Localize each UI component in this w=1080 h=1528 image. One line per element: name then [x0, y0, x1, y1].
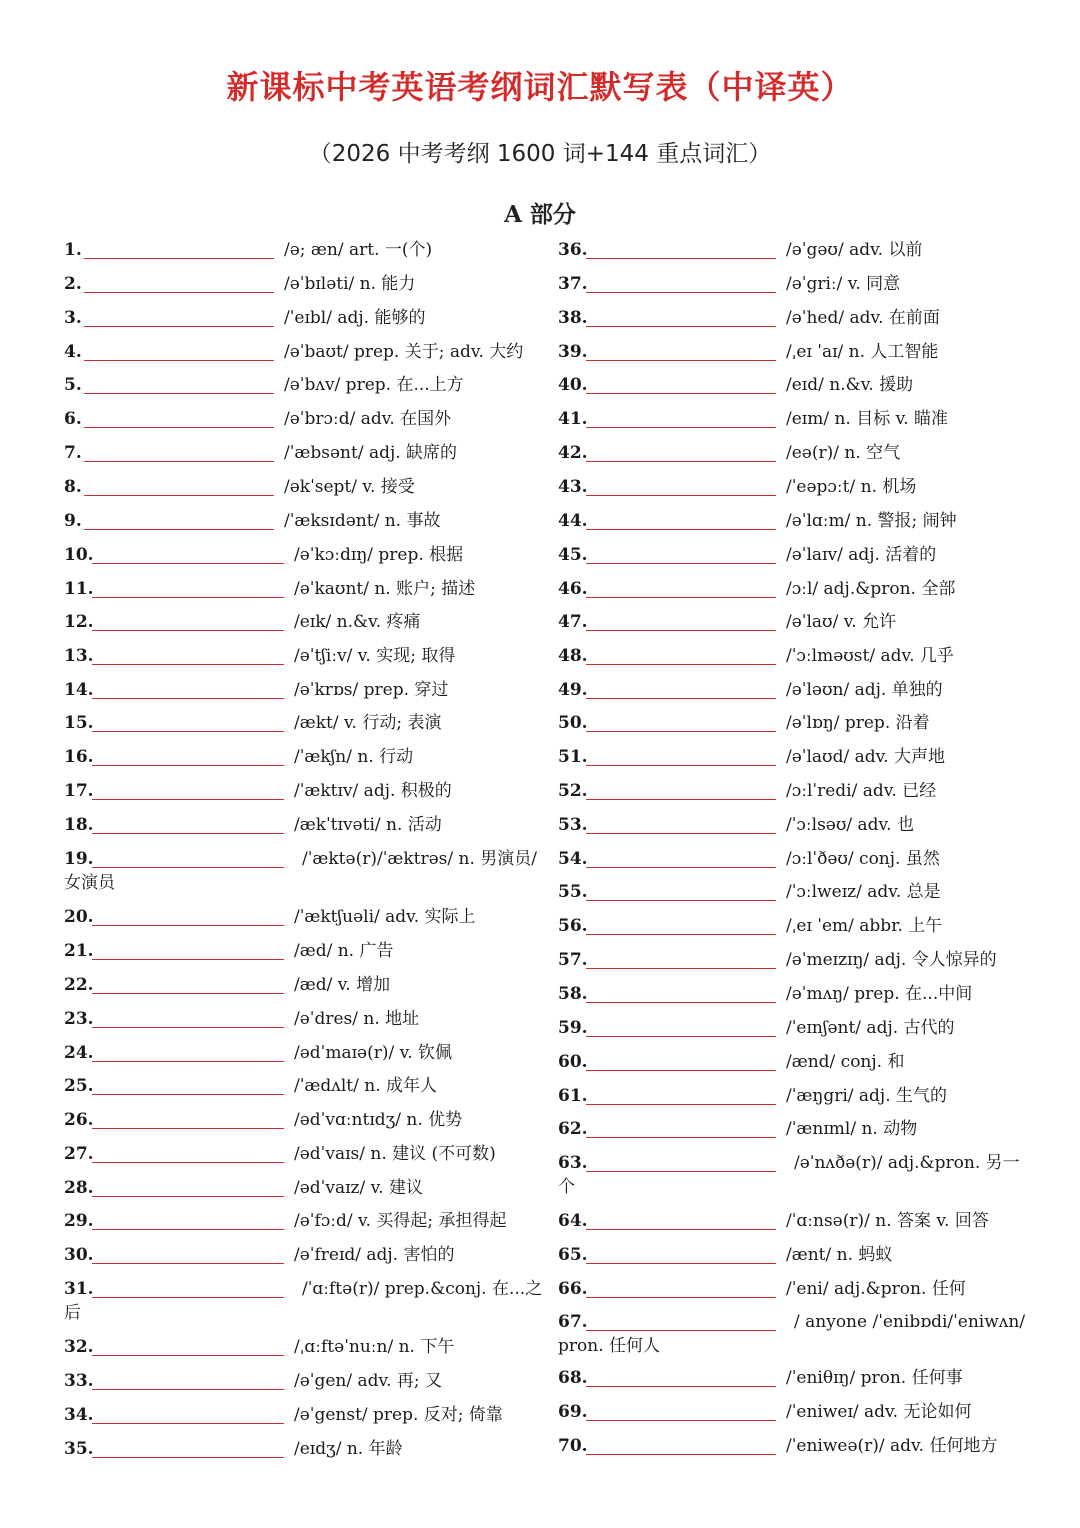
entry-number: 48. — [558, 646, 588, 666]
entry-number: 39. — [558, 342, 588, 362]
word-definition: /ækt/ v. 行动; 表演 — [294, 713, 442, 733]
word-definition: /əˈfreɪd/ adj. 害怕的 — [294, 1245, 455, 1265]
entry-number: 64. — [558, 1211, 588, 1231]
entry-number: 69. — [558, 1402, 588, 1422]
entry-number: 42. — [558, 443, 588, 463]
answer-blank[interactable] — [586, 1137, 776, 1138]
word-definition: /eɪd/ n.&v. 援助 — [786, 375, 914, 395]
word-definition: /əˈmʌŋ/ prep. 在...中间 — [786, 984, 973, 1004]
word-definition: /ækˈtɪvəti/ n. 活动 — [294, 815, 442, 835]
word-definition: /æd/ v. 增加 — [294, 975, 391, 995]
answer-blank[interactable] — [586, 664, 776, 665]
word-definition: /əˈbʌv/ prep. 在...上方 — [284, 375, 464, 395]
word-definition: /ˈɔːlsəʊ/ adv. 也 — [786, 815, 914, 835]
entry-number: 46. — [558, 579, 588, 599]
entry-number: 2. — [64, 274, 82, 294]
answer-blank[interactable] — [92, 1196, 284, 1197]
answer-blank[interactable] — [84, 529, 274, 530]
answer-blank[interactable] — [586, 495, 776, 496]
answer-blank[interactable] — [586, 1036, 776, 1037]
entry-number: 30. — [64, 1245, 94, 1265]
entry-number: 28. — [64, 1178, 94, 1198]
answer-blank[interactable] — [586, 867, 776, 868]
word-definition: /ˈɑːnsə(r)/ n. 答案 v. 回答 — [786, 1211, 989, 1231]
answer-blank[interactable] — [586, 833, 776, 834]
word-definition-continued: pron. 任何人 — [558, 1336, 660, 1356]
entry-number: 43. — [558, 477, 588, 497]
entry-number: 70. — [558, 1436, 588, 1456]
entry-number: 41. — [558, 409, 588, 429]
word-definition: /əˈkaʊnt/ n. 账户; 描述 — [294, 579, 476, 599]
answer-blank[interactable] — [586, 1171, 776, 1172]
answer-blank[interactable] — [586, 292, 776, 293]
word-definition: /ɔːlˈredi/ adv. 已经 — [786, 781, 937, 801]
entry-number: 23. — [64, 1009, 94, 1029]
entry-number: 35. — [64, 1439, 94, 1459]
answer-blank[interactable] — [92, 867, 284, 868]
answer-blank[interactable] — [92, 765, 284, 766]
word-definition: /əˈkrɒs/ prep. 穿过 — [294, 680, 449, 700]
answer-blank[interactable] — [586, 900, 776, 901]
answer-blank[interactable] — [92, 1297, 284, 1298]
entry-number: 63. — [558, 1153, 588, 1173]
answer-blank[interactable] — [586, 1330, 776, 1331]
answer-blank[interactable] — [92, 1229, 284, 1230]
word-definition: /ˌɑːftəˈnuːn/ n. 下午 — [294, 1337, 455, 1357]
word-definition: /ˈækʃn/ n. 行动 — [294, 747, 414, 767]
word-definition: /əˈlaʊ/ v. 允许 — [786, 612, 897, 632]
answer-blank[interactable] — [586, 258, 776, 259]
word-definition: /ˈeniweə(r)/ adv. 任何地方 — [786, 1436, 998, 1456]
word-definition: /əˈbaʊt/ prep. 关于; adv. 大约 — [284, 342, 524, 362]
answer-blank[interactable] — [586, 968, 776, 969]
entry-number: 5. — [64, 375, 82, 395]
entry-number: 47. — [558, 612, 588, 632]
word-definition-continued: 个 — [558, 1177, 575, 1197]
word-definition: /əˈdres/ n. 地址 — [294, 1009, 420, 1029]
entry-number: 52. — [558, 781, 588, 801]
word-definition: /ˈeɪnʃənt/ adj. 古代的 — [786, 1018, 955, 1038]
entry-number: 45. — [558, 545, 588, 565]
word-definition: /ˈæbsənt/ adj. 缺席的 — [284, 443, 458, 463]
answer-blank[interactable] — [586, 1386, 776, 1387]
answer-blank[interactable] — [586, 934, 776, 935]
answer-blank[interactable] — [92, 1355, 284, 1356]
word-definition: /ədˈvaɪs/ n. 建议 (不可数) — [294, 1144, 496, 1164]
word-definition: /ˌeɪ ˈaɪ/ n. 人工智能 — [786, 342, 939, 362]
word-definition: /ˈænɪml/ n. 动物 — [786, 1119, 918, 1139]
entry-number: 34. — [64, 1405, 94, 1425]
answer-blank[interactable] — [586, 1070, 776, 1071]
word-definition: /ˈɑːftə(r)/ prep.&conj. 在...之 — [302, 1279, 543, 1299]
answer-blank[interactable] — [84, 461, 274, 462]
answer-blank[interactable] — [92, 630, 284, 631]
word-definition: /əˈgəʊ/ adv. 以前 — [786, 240, 923, 260]
word-definition: /əˈgen/ adv. 再; 又 — [294, 1371, 443, 1391]
entry-number: 14. — [64, 680, 94, 700]
word-definition: /æd/ n. 广告 — [294, 941, 394, 961]
word-definition: /ɔːlˈðəʊ/ conj. 虽然 — [786, 849, 940, 869]
entry-number: 9. — [64, 511, 82, 531]
entry-number: 51. — [558, 747, 588, 767]
answer-blank[interactable] — [92, 597, 284, 598]
answer-blank[interactable] — [92, 563, 284, 564]
answer-blank[interactable] — [84, 258, 274, 259]
answer-blank[interactable] — [586, 529, 776, 530]
entry-number: 32. — [64, 1337, 94, 1357]
entry-number: 54. — [558, 849, 588, 869]
word-definition: /əˈləʊn/ adj. 单独的 — [786, 680, 943, 700]
word-definition: /əˈkɔːdɪŋ/ prep. 根据 — [294, 545, 464, 565]
answer-blank[interactable] — [586, 1263, 776, 1264]
word-definition: /ˈæktɪv/ adj. 积极的 — [294, 781, 452, 801]
word-definition: /əˈhed/ adv. 在前面 — [786, 308, 940, 328]
answer-blank[interactable] — [92, 1128, 284, 1129]
answer-blank[interactable] — [92, 664, 284, 665]
entry-number: 38. — [558, 308, 588, 328]
answer-blank[interactable] — [586, 731, 776, 732]
answer-blank[interactable] — [92, 731, 284, 732]
answer-blank[interactable] — [92, 993, 284, 994]
word-definition: /ə; æn/ art. 一(个) — [284, 240, 433, 260]
answer-blank[interactable] — [586, 427, 776, 428]
word-definition: /eə(r)/ n. 空气 — [786, 443, 901, 463]
entry-number: 50. — [558, 713, 588, 733]
entry-number: 16. — [64, 747, 94, 767]
answer-blank[interactable] — [586, 326, 776, 327]
page-title: 新课标中考英语考纲词汇默写表（中译英） — [226, 68, 854, 106]
word-definition: /əˈbrɔːd/ adv. 在国外 — [284, 409, 452, 429]
entry-number: 62. — [558, 1119, 588, 1139]
answer-blank[interactable] — [586, 597, 776, 598]
answer-blank[interactable] — [586, 1104, 776, 1105]
entry-number: 13. — [64, 646, 94, 666]
section-heading: A 部分 — [504, 201, 576, 228]
entry-number: 1. — [64, 240, 82, 260]
answer-blank[interactable] — [92, 1162, 284, 1163]
entry-number: 19. — [64, 849, 94, 869]
entry-number: 36. — [558, 240, 588, 260]
entry-number: 11. — [64, 579, 94, 599]
word-definition: /eɪdʒ/ n. 年龄 — [294, 1439, 403, 1459]
word-definition: /əˈbɪləti/ n. 能力 — [284, 274, 416, 294]
entry-number: 10. — [64, 545, 94, 565]
entry-number: 68. — [558, 1368, 588, 1388]
word-definition: /ˈɔːlweɪz/ adv. 总是 — [786, 882, 941, 902]
word-definition: /əˈfɔːd/ v. 买得起; 承担得起 — [294, 1211, 507, 1231]
word-definition: /əˈlaʊd/ adv. 大声地 — [786, 747, 946, 767]
answer-blank[interactable] — [92, 1263, 284, 1264]
entry-number: 53. — [558, 815, 588, 835]
entry-number: 60. — [558, 1052, 588, 1072]
entry-number: 7. — [64, 443, 82, 463]
word-definition: /ədˈmaɪə(r)/ v. 钦佩 — [294, 1043, 453, 1063]
entry-number: 22. — [64, 975, 94, 995]
word-definition: /eɪm/ n. 目标 v. 瞄准 — [786, 409, 949, 429]
entry-number: 25. — [64, 1076, 94, 1096]
answer-blank[interactable] — [586, 765, 776, 766]
word-definition: /ˈæktə(r)/ˈæktrəs/ n. 男演员/ — [302, 849, 538, 869]
entry-number: 20. — [64, 907, 94, 927]
word-definition: /ɔːl/ adj.&pron. 全部 — [786, 579, 956, 599]
entry-number: 27. — [64, 1144, 94, 1164]
answer-blank[interactable] — [92, 698, 284, 699]
word-definition: /ˈæŋgri/ adj. 生气的 — [786, 1086, 948, 1106]
word-definition: /eɪk/ n.&v. 疼痛 — [294, 612, 421, 632]
answer-blank[interactable] — [92, 1457, 284, 1458]
word-definition-continued: 女演员 — [64, 873, 115, 893]
answer-blank[interactable] — [92, 1094, 284, 1095]
entry-number: 29. — [64, 1211, 94, 1231]
entry-number: 6. — [64, 409, 82, 429]
entry-number: 57. — [558, 950, 588, 970]
answer-blank[interactable] — [92, 1389, 284, 1390]
word-definition: /əkˈsept/ v. 接受 — [284, 477, 415, 497]
answer-blank[interactable] — [586, 393, 776, 394]
answer-blank[interactable] — [84, 427, 274, 428]
word-definition: /ˈeniweɪ/ adv. 无论如何 — [786, 1402, 972, 1422]
answer-blank[interactable] — [586, 799, 776, 800]
entry-number: 33. — [64, 1371, 94, 1391]
entry-number: 15. — [64, 713, 94, 733]
answer-blank[interactable] — [586, 1454, 776, 1455]
word-definition: /ədˈvɑːntɪdʒ/ n. 优势 — [294, 1110, 463, 1130]
answer-blank[interactable] — [92, 1061, 284, 1062]
word-definition: /ədˈvaɪz/ v. 建议 — [294, 1178, 424, 1198]
entry-number: 49. — [558, 680, 588, 700]
answer-blank[interactable] — [92, 925, 284, 926]
answer-blank[interactable] — [84, 393, 274, 394]
answer-blank[interactable] — [92, 959, 284, 960]
entry-number: 67. — [558, 1312, 588, 1332]
word-definition: /əˈtʃiːv/ v. 实现; 取得 — [294, 646, 456, 666]
answer-blank[interactable] — [92, 833, 284, 834]
answer-blank[interactable] — [586, 461, 776, 462]
word-definition: /ˈeəpɔːt/ n. 机场 — [786, 477, 917, 497]
word-definition: /ˈeniθɪŋ/ pron. 任何事 — [786, 1368, 963, 1388]
word-definition: / anyone /ˈenibɒdi/ˈeniwʌn/ — [794, 1312, 1026, 1332]
entry-number: 24. — [64, 1043, 94, 1063]
answer-blank[interactable] — [586, 698, 776, 699]
word-definition: /əˈmeɪzɪŋ/ adj. 令人惊异的 — [786, 950, 997, 970]
entry-number: 59. — [558, 1018, 588, 1038]
answer-blank[interactable] — [92, 799, 284, 800]
word-definition-continued: 后 — [64, 1303, 81, 1323]
entry-number: 44. — [558, 511, 588, 531]
entry-number: 65. — [558, 1245, 588, 1265]
word-definition: /ˌeɪ ˈem/ abbr. 上午 — [786, 916, 943, 936]
entry-number: 4. — [64, 342, 82, 362]
answer-blank[interactable] — [586, 630, 776, 631]
answer-blank[interactable] — [586, 1420, 776, 1421]
entry-number: 61. — [558, 1086, 588, 1106]
word-definition: /ænd/ conj. 和 — [786, 1052, 905, 1072]
word-definition: /əˈlɒŋ/ prep. 沿着 — [786, 713, 930, 733]
answer-blank[interactable] — [92, 1027, 284, 1028]
answer-blank[interactable] — [586, 1229, 776, 1230]
answer-blank[interactable] — [586, 563, 776, 564]
entry-number: 17. — [64, 781, 94, 801]
answer-blank[interactable] — [586, 1297, 776, 1298]
answer-blank[interactable] — [586, 1002, 776, 1003]
entry-number: 40. — [558, 375, 588, 395]
word-definition: /ænt/ n. 蚂蚁 — [786, 1245, 893, 1265]
word-definition: /əˈlɑːm/ n. 警报; 闹钟 — [786, 511, 957, 531]
word-definition: /ˈædʌlt/ n. 成年人 — [294, 1076, 438, 1096]
answer-blank[interactable] — [84, 326, 274, 327]
word-definition: /ˈɔːlməʊst/ adv. 几乎 — [786, 646, 954, 666]
entry-number: 26. — [64, 1110, 94, 1130]
page-subtitle: （2026 中考考纲 1600 词+144 重点词汇） — [308, 141, 772, 167]
entry-number: 37. — [558, 274, 588, 294]
entry-number: 55. — [558, 882, 588, 902]
answer-blank[interactable] — [586, 360, 776, 361]
word-definition: /əˈgriː/ v. 同意 — [786, 274, 901, 294]
word-definition: /ˈæktʃuəli/ adv. 实际上 — [294, 907, 476, 927]
answer-blank[interactable] — [92, 1423, 284, 1424]
word-definition: /ˈeni/ adj.&pron. 任何 — [786, 1279, 966, 1299]
entry-number: 18. — [64, 815, 94, 835]
answer-blank[interactable] — [84, 360, 274, 361]
word-definition: /əˈlaɪv/ adj. 活着的 — [786, 545, 937, 565]
answer-blank[interactable] — [84, 495, 274, 496]
entry-number: 31. — [64, 1279, 94, 1299]
entry-number: 66. — [558, 1279, 588, 1299]
entry-number: 56. — [558, 916, 588, 936]
entry-number: 21. — [64, 941, 94, 961]
answer-blank[interactable] — [84, 292, 274, 293]
entry-number: 8. — [64, 477, 82, 497]
word-definition: /əˈgenst/ prep. 反对; 倚靠 — [294, 1405, 503, 1425]
word-definition: /ˈæksɪdənt/ n. 事故 — [284, 511, 441, 531]
word-definition: /ˈeɪbl/ adj. 能够的 — [284, 308, 426, 328]
entry-number: 58. — [558, 984, 588, 1004]
entry-number: 3. — [64, 308, 82, 328]
entry-number: 12. — [64, 612, 94, 632]
word-definition: /əˈnʌðə(r)/ adj.&pron. 另一 — [794, 1153, 1020, 1173]
